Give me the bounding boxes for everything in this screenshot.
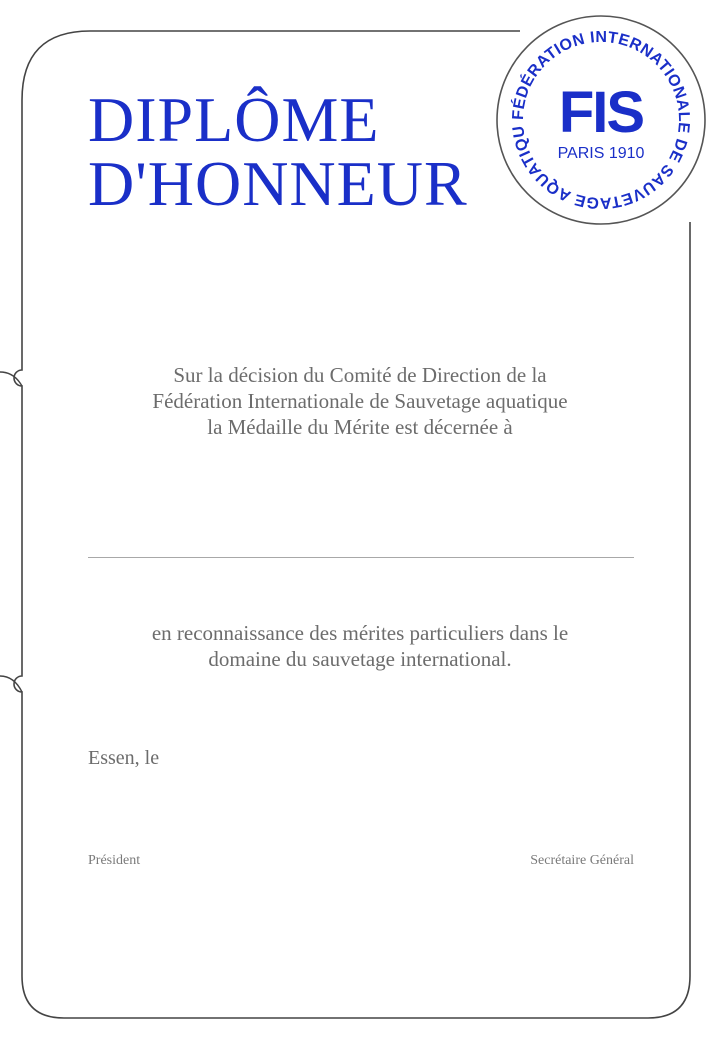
fis-seal (493, 12, 709, 228)
recognition-text (60, 620, 660, 672)
recognition-line: en reconnaissance des mérites particuliers dans le (151, 621, 569, 645)
president-signature-label: Président (88, 853, 141, 868)
decision-line: Sur la décision du Comité de Direction de la (173, 363, 547, 387)
fis-seal-graphic (493, 12, 709, 228)
secretary-signature-label: Secrétaire Général (530, 853, 634, 868)
decision-line: la Médaille du Mérite est décernée à (207, 415, 513, 439)
seal-subtitle: PARIS 1910 (557, 145, 645, 162)
seal-ring-text: FÉDÉRATION INTERNATIONALE DE SAUVETAGE AQUATIQU (509, 28, 693, 212)
diploma-title-line2: D'HONNEUR (88, 148, 468, 219)
decision-line: Fédération Internationale de Sauvetage aquatique (152, 389, 568, 413)
place-date: Essen, le (88, 747, 160, 769)
fis-logo-text: FIS (558, 80, 644, 145)
diploma-title-line1: DIPLÔME (88, 84, 380, 155)
left-notch-bottom (0, 676, 22, 692)
recognition-line: domaine du sauvetage international. (208, 647, 512, 671)
left-notch-top (0, 372, 22, 386)
decision-text (60, 362, 660, 440)
recipient-name-line (88, 557, 634, 558)
